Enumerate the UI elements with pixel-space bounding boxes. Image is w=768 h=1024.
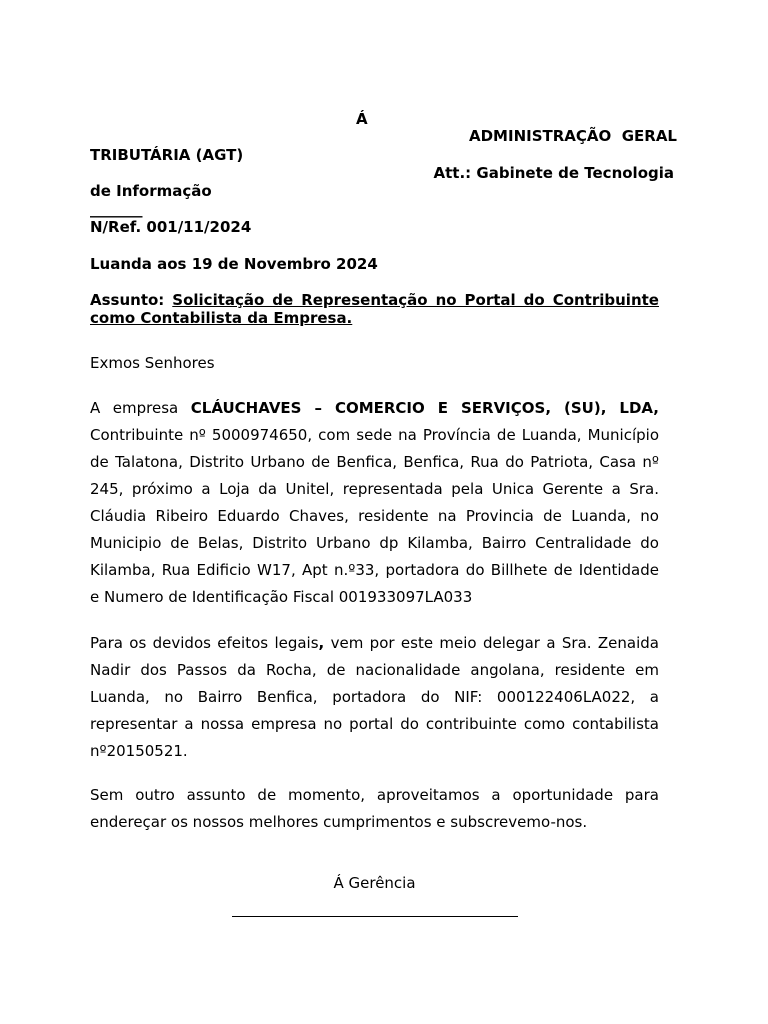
p1-line2: Contribuinte nº 5000974650, com sede na Província de Luanda, Município — [90, 426, 659, 444]
subject-line2: como Contabilista da Empresa. — [90, 309, 353, 327]
p1-line6: Municipio de Belas, Distrito Urbano dp Kilamba, Bairro Centralidade do — [90, 534, 659, 552]
addressee-line1: ADMINISTRAÇÃO GERAL — [469, 127, 677, 145]
p1-line3: de Talatona, Distrito Urbano de Benfica, Benfica, Rua do Patriota, Casa nº — [90, 453, 659, 471]
date-line: Luanda aos 19 de Novembro 2024 — [90, 255, 378, 273]
addressee-a: Á — [356, 110, 368, 128]
subject-label: Assunto: — [90, 291, 165, 309]
p1-line8: e Numero de Identificação Fiscal 001933097LA033 — [90, 588, 473, 606]
p3-line1: Sem outro assunto de momento, aproveitamos a oportunidade para — [90, 786, 659, 804]
p2-comma: , — [318, 634, 325, 652]
subject-line1 — [90, 291, 659, 309]
subject-text-1: Solicitação de Representação no Portal do Contribuinte — [172, 291, 659, 309]
p2-line1 — [90, 634, 659, 652]
p2-line5: nº20150521. — [90, 742, 188, 760]
p2-intro: Para os devidos efeitos legais — [90, 634, 319, 652]
p2-rest: vem por este meio delegar a Sra. Zenaida — [324, 634, 659, 652]
attention-line1: Att.: Gabinete de Tecnologia — [433, 164, 674, 182]
p2-line2: Nadir dos Passos da Rocha, de nacionalidade angolana, residente em — [90, 661, 659, 679]
reference-number: N/Ref. 001/11/2024 — [90, 218, 252, 236]
signature-label: Á Gerência — [333, 874, 416, 892]
company-name: CLÁUCHAVES – COMERCIO E SERVIÇOS, (SU), LDA, — [190, 399, 659, 417]
p2-line4: representar a nossa empresa no portal do contribuinte como contabilista — [90, 715, 659, 733]
p1-line4: 245, próximo a Loja da Unitel, representada pela Unica Gerente a Sra. — [90, 480, 659, 498]
p1-line5: Cláudia Ribeiro Eduardo Chaves, residente na Provincia de Luanda, no — [90, 507, 659, 525]
attention-line2: de Informação — [90, 182, 212, 200]
signature-line — [232, 916, 518, 917]
letter-page — [90, 0, 677, 1024]
p1-prefix: A empresa — [90, 399, 179, 417]
p2-line3: Luanda, no Bairro Benfica, portadora do NIF: 000122406LA022, a — [90, 688, 659, 706]
separator: _______ — [90, 200, 143, 218]
p3-line2: endereçar os nossos melhores cumprimentos e subscrevemo-nos. — [90, 813, 588, 831]
addressee-line2: TRIBUTÁRIA (AGT) — [90, 146, 244, 164]
salutation: Exmos Senhores — [90, 354, 215, 372]
p1-line1 — [90, 399, 659, 417]
p1-line7: Kilamba, Rua Edificio W17, Apt n.º33, portadora do Billhete de Identidade — [90, 561, 659, 579]
